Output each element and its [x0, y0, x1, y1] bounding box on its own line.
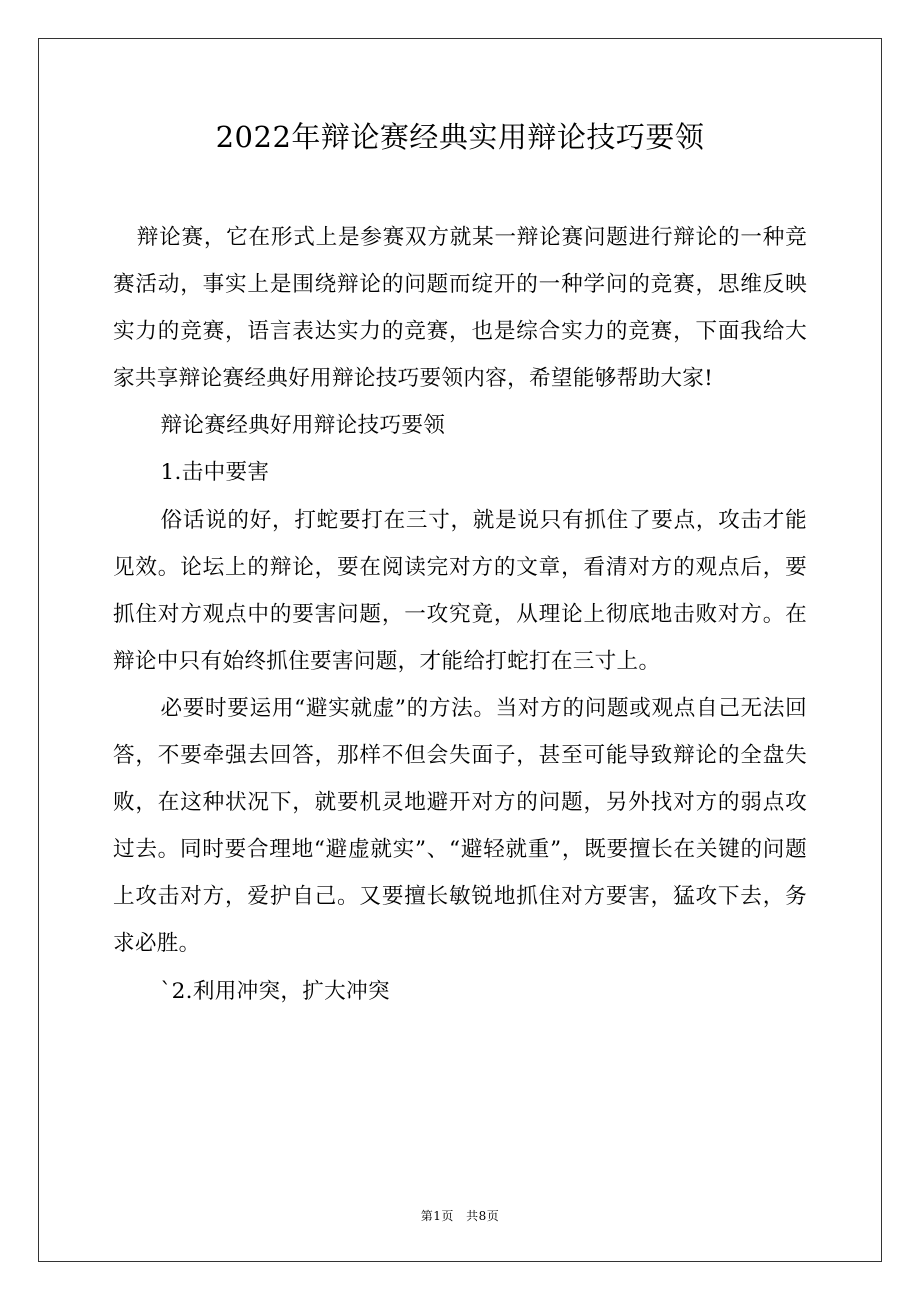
document-title: 2022年辩论赛经典实用辩论技巧要领: [215, 120, 705, 154]
page-footer: [38, 1206, 882, 1226]
body-paragraph: 俗话说的好，打蛇要打在三寸，就是说只有抓住了要点，攻击才能见效。论坛上的辩论，要在阅读完对方的文章，看清对方的观点后，要抓住对方观点中的要害问题，一攻究竟，从理论上彻底地击败对方。在辩论中只有始终抓住要害问题，才能给打蛇打在三寸上。: [113, 507, 807, 674]
subsection-heading-2: `2.利用冲突，扩大冲突: [160, 978, 390, 1004]
section-heading: 辩论赛经典好用辩论技巧要领: [160, 413, 446, 439]
page-number-current: 第1页: [420, 1209, 454, 1223]
intro-paragraph: 辩论赛，它在形式上是参赛双方就某一辩论赛问题进行辩论的一种竞赛活动，事实上是围绕辩论的问题而绽开的一种学问的竞赛，思维反映实力的竞赛，语言表达实力的竞赛，也是综合实力的竞赛，下面我给大家共享辩论赛经典好用辩论技巧要领内容，希望能够帮助大家!: [113, 225, 807, 392]
document-body: [113, 214, 807, 1015]
page-number-total: 共8页: [466, 1209, 500, 1223]
subsection-heading-1: 1.击中要害: [160, 460, 270, 486]
body-paragraph: 必要时要运用“避实就虚”的方法。当对方的问题或观点自己无法回答，不要牵强去回答，那样不但会失面子，甚至可能导致辩论的全盘失败，在这种状况下，就要机灵地避开对方的问题，另外找对方的弱点攻过去。同时要合理地“避虚就实”、“避轻就重”，既要擅长在关键的问题上攻击对方，爱护自己。又要擅长敏锐地抓住对方要害，猛攻下去，务求必胜。: [113, 695, 807, 957]
